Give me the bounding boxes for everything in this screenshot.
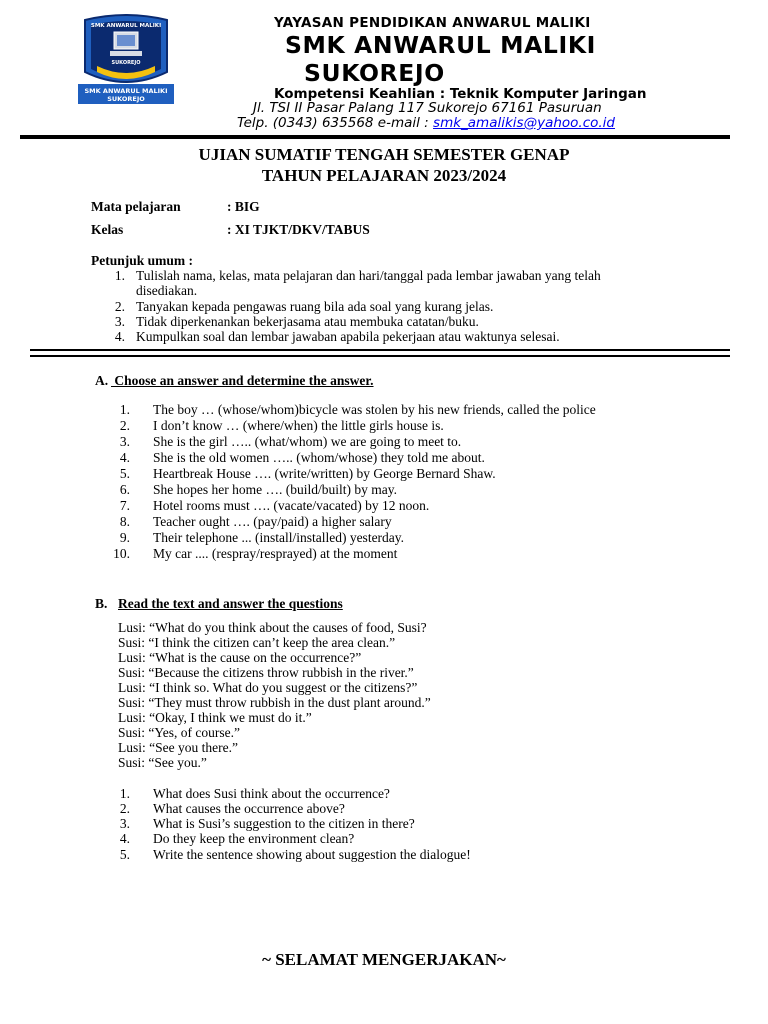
question-text: Write the sentence showing about suggestion the dialogue! [153, 847, 471, 862]
question-number: 8. [119, 514, 130, 529]
svg-text:SMK ANWARUL MALIKI: SMK ANWARUL MALIKI [84, 87, 168, 95]
section-a-letter: A. [95, 373, 109, 388]
email-link[interactable]: smk_amalikis@yahoo.co.id [433, 115, 616, 131]
instruction-number: 1. [114, 268, 125, 283]
question-number: 4. [119, 831, 130, 846]
question-text: What does Susi think about the occurrence? [153, 786, 390, 801]
question-number: 4. [119, 450, 130, 465]
foundation-name: YAYASAN PENDIDIKAN ANWARUL MALIKI [274, 15, 591, 31]
instructions-heading: Petunjuk umum : [91, 253, 194, 268]
question-number: 1. [119, 402, 130, 417]
question-text: She hopes her home …. (build/built) by may. [153, 482, 397, 497]
question-number: 6. [119, 482, 130, 497]
svg-text:SUKOREJO: SUKOREJO [107, 95, 145, 103]
class-label: Kelas [91, 222, 124, 237]
contact-line [237, 115, 615, 131]
section-b-title: Read the text and answer the questions [118, 596, 343, 611]
question-text: My car .... (respray/resprayed) at the moment [153, 546, 398, 561]
question-text: Heartbreak House …. (write/written) by George Bernard Shaw. [153, 466, 496, 481]
dialogue-line: Susi: “They must throw rubbish in the dust plant around.” [118, 695, 431, 710]
header-divider [20, 135, 730, 139]
instructions-divider-bottom [30, 355, 730, 357]
competency-line: Kompetensi Keahlian : Teknik Komputer Jaringan [274, 86, 647, 102]
question-number: 9. [119, 530, 130, 545]
svg-text:SUKOREJO: SUKOREJO [111, 60, 141, 66]
exam-title: UJIAN SUMATIF TENGAH SEMESTER GENAP [198, 145, 570, 164]
subject-value: : BIG [227, 199, 260, 214]
address-line: Jl. TSI II Pasar Palang 117 Sukorejo 67161 Pasuruan [253, 100, 602, 116]
dialogue-line: Lusi: “I think so. What do you suggest or the citizens?” [118, 680, 418, 695]
dialogue-line: Lusi: “See you there.” [118, 740, 238, 755]
dialogue-line: Lusi: “What do you think about the causes of food, Susi? [118, 620, 427, 635]
dialogue-line: Lusi: “What is the cause on the occurrence?” [118, 650, 362, 665]
instruction-number: 3. [114, 314, 125, 329]
instruction-text: Tulislah nama, kelas, mata pelajaran dan hari/tanggal pada lembar jawaban yang telah [136, 268, 601, 283]
instruction-text: Kumpulkan soal dan lembar jawaban apabila pekerjaan atau waktunya selesai. [136, 329, 560, 344]
question-number: 3. [119, 434, 130, 449]
dialogue-line: Susi: “Yes, of course.” [118, 725, 240, 740]
section-b-letter: B. [95, 596, 108, 611]
svg-text:SMK ANWARUL MALIKI: SMK ANWARUL MALIKI [90, 23, 162, 29]
school-logo [75, 8, 177, 106]
question-number: 10. [113, 546, 130, 561]
exam-year: TAHUN PELAJARAN 2023/2024 [261, 166, 507, 185]
instructions-divider-top [30, 349, 730, 351]
subject-label: Mata pelajaran [91, 199, 181, 214]
question-text: The boy … (whose/whom)bicycle was stolen by his new friends, called the police [153, 402, 596, 417]
instruction-text: Tanyakan kepada pengawas ruang bila ada soal yang kurang jelas. [136, 299, 494, 314]
question-number: 2. [119, 418, 130, 433]
question-text: What is Susi’s suggestion to the citizen in there? [153, 816, 415, 831]
question-number: 3. [119, 816, 130, 831]
instruction-number: 2. [114, 299, 125, 314]
contact-prefix: Telp. (0343) 635568 e-mail : [237, 115, 434, 131]
dialogue-line: Susi: “Because the citizens throw rubbish in the river.” [118, 665, 414, 680]
class-value: : XI TJKT/DKV/TABUS [227, 222, 370, 237]
question-number: 5. [119, 847, 130, 862]
question-text: Their telephone ... (install/installed) yesterday. [153, 530, 405, 545]
question-number: 2. [119, 801, 130, 816]
dialogue-line: Susi: “See you.” [118, 755, 207, 770]
question-text: She is the old women ….. (whom/whose) they told me about. [153, 450, 485, 465]
school-name-line1: SMK ANWARUL MALIKI [285, 31, 596, 59]
question-number: 1. [119, 786, 130, 801]
question-number: 5. [119, 466, 130, 481]
instruction-text-continued: disediakan. [136, 283, 198, 298]
question-text: I don’t know … (where/when) the little girls house is. [153, 418, 444, 433]
section-a-title: Choose an answer and determine the answer. [111, 373, 374, 388]
dialogue-line: Lusi: “Okay, I think we must do it.” [118, 710, 312, 725]
instruction-text: Tidak diperkenankan bekerjasama atau membuka catatan/buku. [136, 314, 479, 329]
question-text: She is the girl ….. (what/whom) we are going to meet to. [153, 434, 462, 449]
question-text: Teacher ought …. (pay/paid) a higher salary [153, 514, 392, 529]
closing-message: ~ SELAMAT MENGERJAKAN~ [262, 950, 506, 969]
dialogue-line: Susi: “I think the citizen can’t keep the area clean.” [118, 635, 396, 650]
school-name-line2: SUKOREJO [304, 59, 445, 87]
instruction-number: 4. [114, 329, 125, 344]
question-text: Do they keep the environment clean? [153, 831, 355, 846]
school-logo-icon [75, 8, 177, 106]
question-number: 7. [119, 498, 130, 513]
question-text: Hotel rooms must …. (vacate/vacated) by 12 noon. [153, 498, 430, 513]
question-text: What causes the occurrence above? [153, 801, 345, 816]
